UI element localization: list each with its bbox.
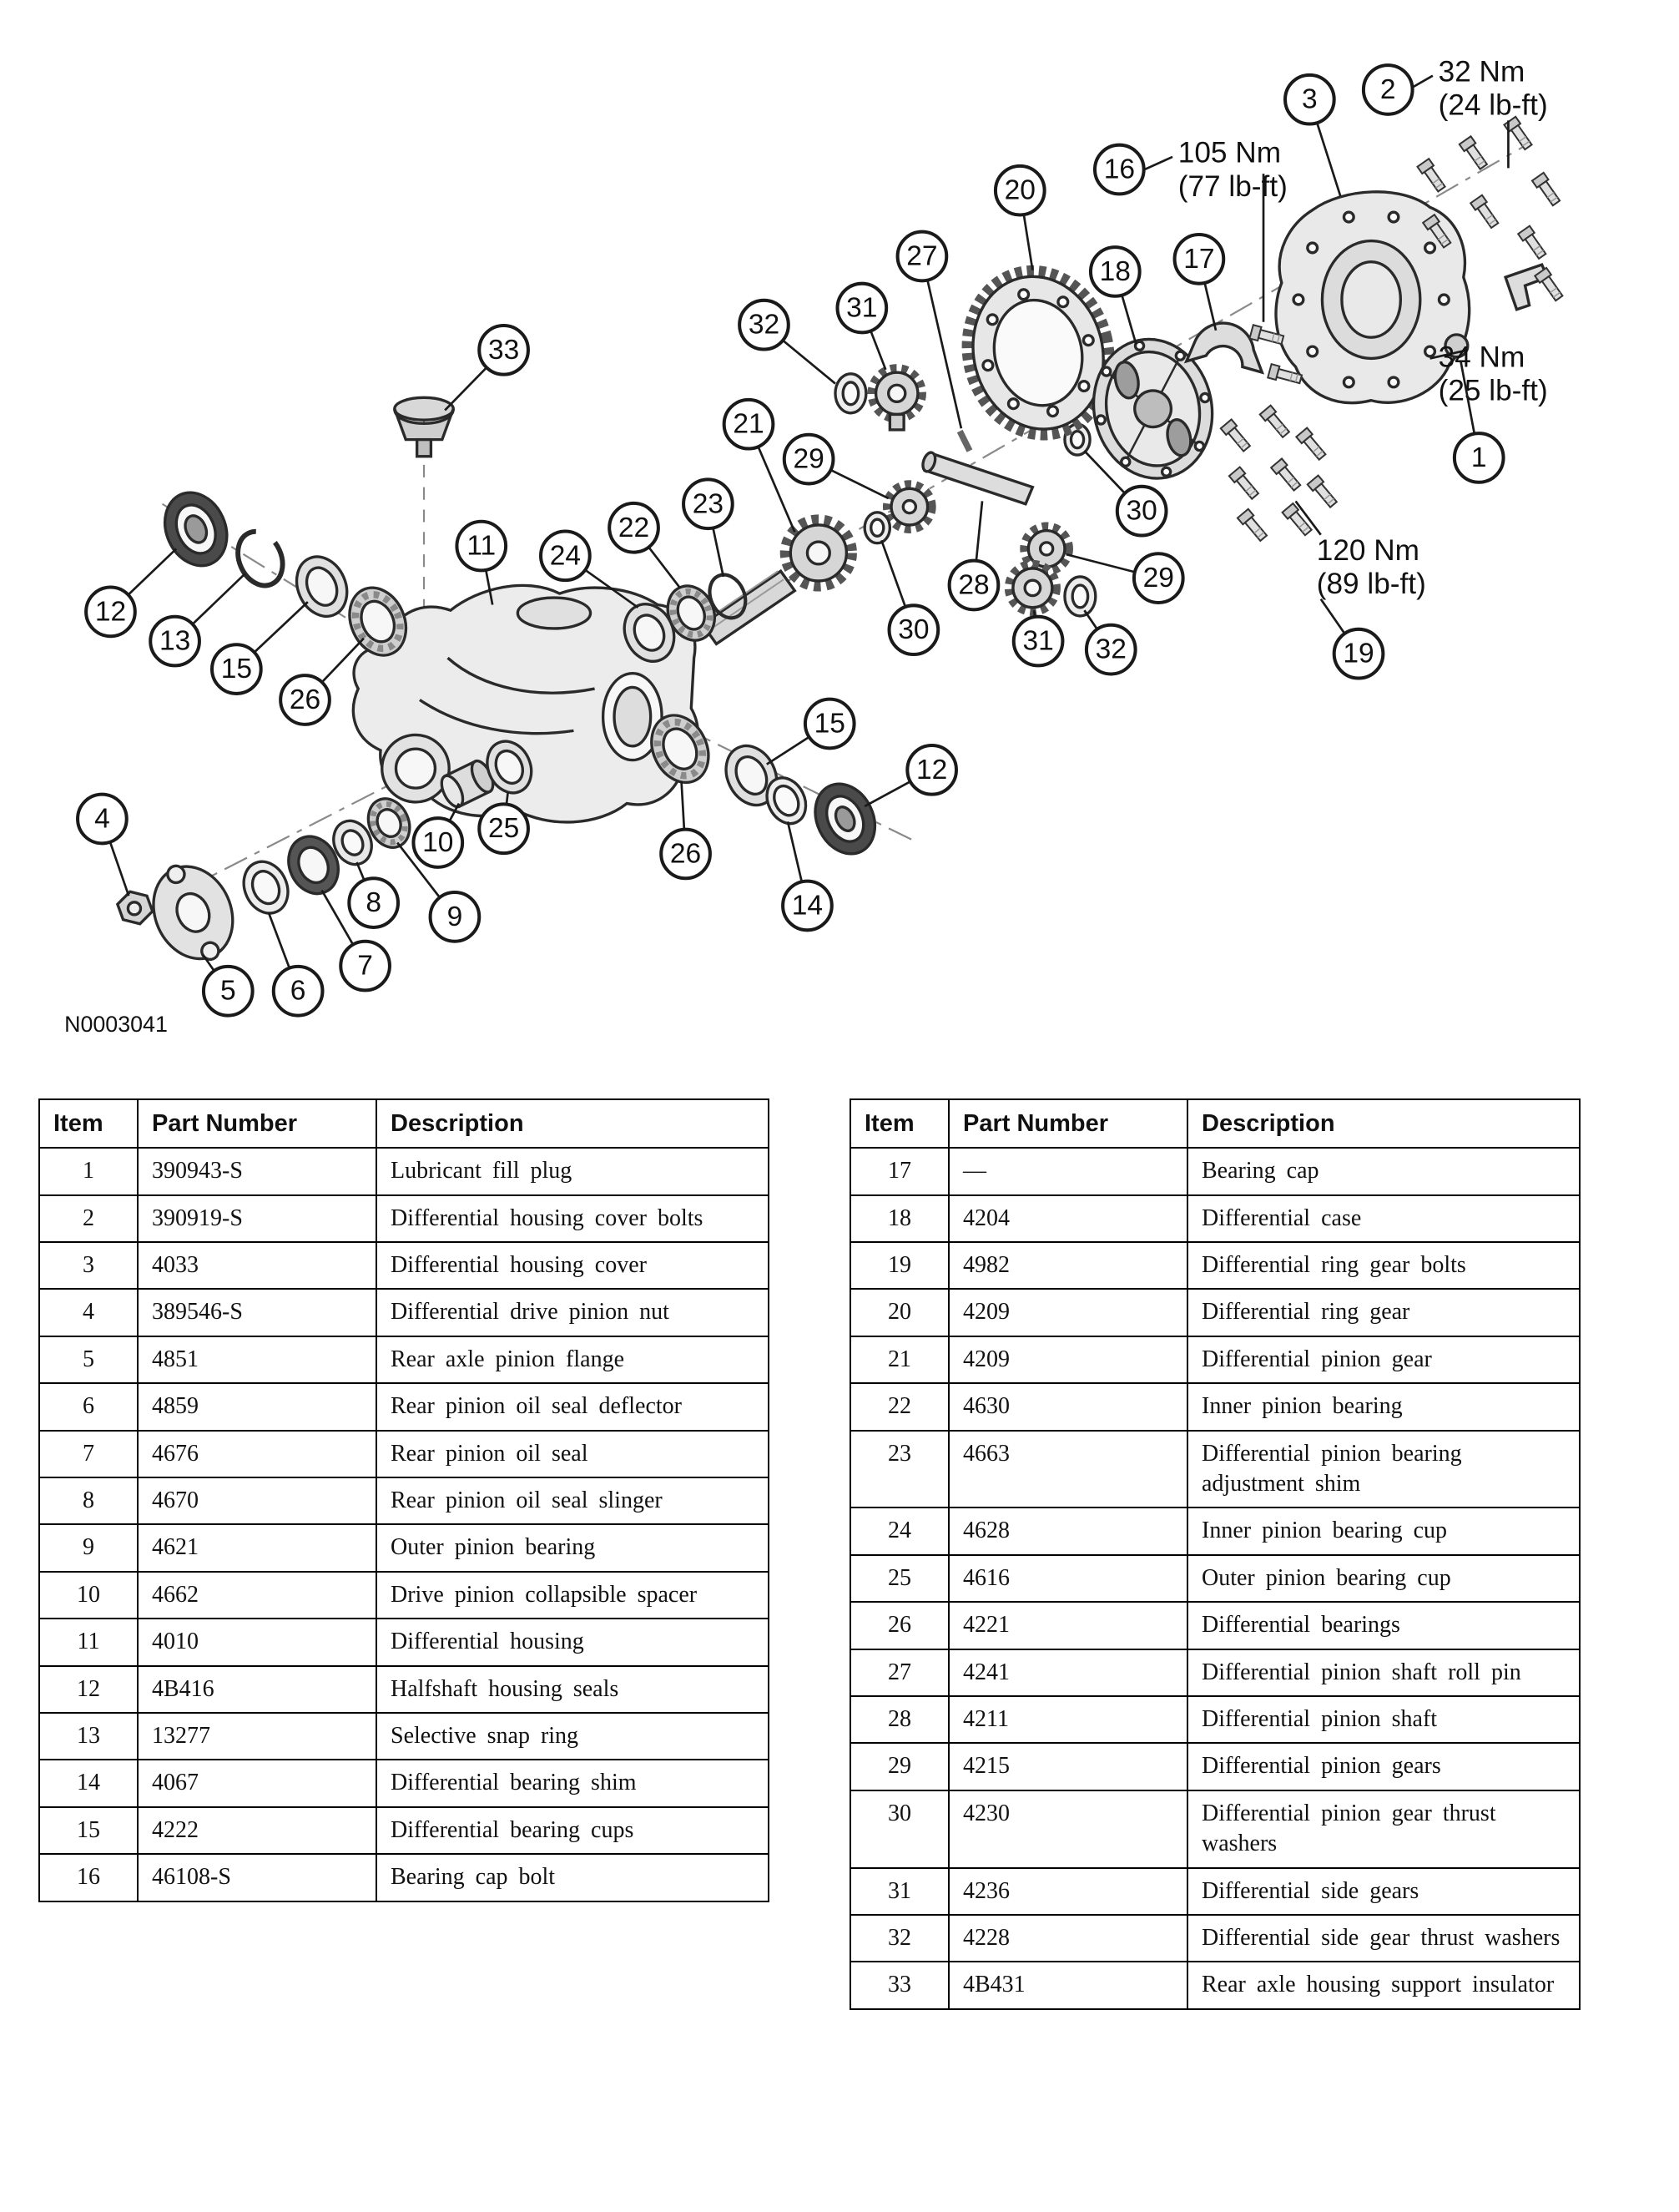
callout-21 (724, 400, 774, 449)
svg-text:22: 22 (618, 512, 650, 543)
ring-gear-bolt (1308, 476, 1339, 509)
part-number-cell: 4067 (138, 1760, 376, 1806)
description-cell: Differential drive pinion nut (376, 1289, 769, 1336)
item-cell: 24 (850, 1507, 949, 1554)
svg-text:8: 8 (366, 887, 381, 919)
item-cell: 20 (850, 1289, 949, 1336)
description-cell: Differential housing cover (376, 1242, 769, 1289)
lubricant-fill-plug-insulator (395, 397, 453, 456)
callout-8 (349, 878, 398, 927)
svg-text:29: 29 (793, 443, 824, 475)
item-cell: 14 (39, 1760, 138, 1806)
svg-text:10: 10 (422, 827, 454, 859)
pinion-nut (118, 891, 153, 924)
svg-text:11: 11 (466, 530, 497, 562)
part-number-cell: 4209 (949, 1289, 1187, 1336)
callout-25 (479, 804, 528, 853)
callout-32 (1087, 625, 1136, 674)
table-row (39, 1431, 769, 1477)
callout-12 (907, 745, 956, 795)
halfshaft-seal-left (154, 482, 238, 575)
part-number-cell: 389546-S (138, 1289, 376, 1336)
item-cell: 30 (850, 1790, 949, 1868)
callout-23 (683, 479, 733, 528)
svg-text:2: 2 (1379, 73, 1396, 105)
item-cell: 22 (850, 1383, 949, 1430)
svg-text:26: 26 (669, 838, 702, 870)
description-header: Description (376, 1099, 769, 1148)
svg-text:17: 17 (1183, 243, 1215, 275)
part-number-cell: 46108-S (138, 1854, 376, 1901)
oil-seal-deflector (236, 855, 296, 921)
item-cell: 4 (39, 1289, 138, 1336)
differential-pinion-shaft (920, 451, 1032, 504)
description-cell: Inner pinion bearing (1187, 1383, 1580, 1430)
description-cell: Differential bearings (1187, 1602, 1580, 1649)
item-cell: 7 (39, 1431, 138, 1477)
callout-33 (479, 326, 528, 375)
callout-3 (1285, 75, 1334, 124)
callout-11 (456, 522, 506, 571)
table-row (39, 1148, 769, 1194)
bearing-cup-left (288, 548, 356, 624)
callout-1 (1455, 433, 1504, 482)
table-row (39, 1854, 769, 1901)
callout-5 (204, 967, 253, 1016)
torque-leader-line (1413, 76, 1432, 87)
table-row (39, 1619, 769, 1665)
callout-19 (1334, 629, 1384, 679)
item-cell: 16 (39, 1854, 138, 1901)
svg-text:3: 3 (1302, 83, 1318, 115)
exploded-view-svg (0, 0, 1679, 1075)
svg-text:29: 29 (1142, 563, 1174, 594)
ring-gear-bolt (1296, 428, 1328, 462)
description-cell: Bearing cap (1187, 1148, 1580, 1194)
differential-cover-bolt (1417, 159, 1447, 193)
item-cell: 5 (39, 1336, 138, 1383)
item-header: Item (850, 1099, 949, 1148)
part-number-cell: 4676 (138, 1431, 376, 1477)
description-cell: Drive pinion collapsible spacer (376, 1572, 769, 1619)
description-cell: Differential bearing shim (376, 1760, 769, 1806)
part-number-cell: 4859 (138, 1383, 376, 1430)
part-number-cell: 4B431 (949, 1962, 1187, 2008)
description-cell: Differential side gears (1187, 1868, 1580, 1915)
svg-text:6: 6 (290, 975, 306, 1007)
svg-text:32: 32 (748, 309, 780, 341)
callout-13 (150, 617, 199, 666)
part-number-cell: 4982 (949, 1242, 1187, 1289)
description-cell: Differential pinion shaft (1187, 1696, 1580, 1743)
svg-text:20: 20 (1004, 174, 1036, 206)
part-number-cell: 4228 (949, 1915, 1187, 1962)
parts-table-right (850, 1098, 1581, 2010)
callout-7 (340, 942, 390, 991)
description-cell: Differential bearing cups (376, 1807, 769, 1854)
torque-label: 120 Nm (89 lb-ft) (1316, 533, 1426, 601)
svg-text:31: 31 (846, 292, 878, 324)
callout-31 (1014, 617, 1063, 666)
svg-text:32: 32 (1095, 634, 1127, 665)
svg-text:9: 9 (446, 901, 463, 932)
table-row (850, 1148, 1580, 1194)
callout-28 (950, 561, 999, 610)
svg-text:14: 14 (791, 890, 824, 922)
table-row (39, 1477, 769, 1524)
callout-15 (805, 699, 855, 749)
table-row (39, 1807, 769, 1854)
table-row (850, 1507, 1580, 1554)
part-number-cell: 4616 (949, 1555, 1187, 1602)
callout-24 (541, 531, 590, 580)
callout-leader-line (922, 256, 961, 428)
table-row (850, 1962, 1580, 2008)
callout-26 (280, 675, 330, 725)
svg-text:19: 19 (1343, 638, 1374, 669)
svg-text:15: 15 (220, 654, 252, 685)
callout-31 (837, 284, 886, 333)
svg-text:27: 27 (906, 240, 938, 272)
halfshaft-seal-right (804, 774, 885, 864)
table-row (850, 1649, 1580, 1696)
description-cell: Differential pinion bearing adjustment shim (1187, 1431, 1580, 1508)
parts-table-left-body (39, 1148, 769, 1901)
callout-20 (996, 166, 1045, 215)
item-cell: 18 (850, 1195, 949, 1242)
torque-label: 32 Nm (24 lb-ft) (1438, 55, 1548, 122)
description-cell: Halfshaft housing seals (376, 1666, 769, 1713)
part-number-cell: 390919-S (138, 1195, 376, 1242)
parts-tables (0, 1090, 1679, 2060)
part-number-cell: 4033 (138, 1242, 376, 1289)
description-cell: Differential housing cover bolts (376, 1195, 769, 1242)
part-number-cell: 13277 (138, 1713, 376, 1760)
differential-pinion-gear-upper (887, 484, 932, 529)
pinion-shaft-roll-pin (960, 432, 970, 451)
table-header-row (39, 1099, 769, 1148)
table-row (39, 1760, 769, 1806)
table-header-row (850, 1099, 1580, 1148)
svg-text:7: 7 (357, 950, 373, 982)
description-cell: Differential ring gear (1187, 1289, 1580, 1336)
callout-29 (784, 435, 834, 484)
callout-30 (1117, 487, 1167, 536)
differential-cover-bolt (1518, 226, 1548, 260)
part-number-cell: 4209 (949, 1336, 1187, 1383)
svg-text:24: 24 (549, 540, 582, 572)
side-gear-lower (1009, 564, 1056, 612)
table-row (39, 1713, 769, 1760)
item-cell: 28 (850, 1696, 949, 1743)
description-cell: Differential housing (376, 1619, 769, 1665)
item-cell: 12 (39, 1666, 138, 1713)
item-cell: 33 (850, 1962, 949, 2008)
ring-gear-bolt (1271, 458, 1303, 492)
svg-text:23: 23 (692, 488, 724, 520)
callout-9 (431, 892, 480, 942)
part-number-cell: 4B416 (138, 1666, 376, 1713)
svg-text:15: 15 (814, 708, 845, 740)
ring-gear-bolt (1229, 467, 1261, 500)
torque-label: 105 Nm (77 lb-ft) (1177, 136, 1288, 203)
part-number-cell: 4221 (949, 1602, 1187, 1649)
description-cell: Rear pinion oil seal (376, 1431, 769, 1477)
description-cell: Differential pinion gears (1187, 1743, 1580, 1790)
parts-table-right-body (850, 1148, 1580, 2008)
callout-32 (739, 300, 789, 350)
callout-14 (783, 881, 832, 931)
differential-cover-bolt (1532, 173, 1562, 207)
part-number-cell: 4628 (949, 1507, 1187, 1554)
table-row (850, 1242, 1580, 1289)
part-number-cell: 4662 (138, 1572, 376, 1619)
side-gear-thrust-washer-lower (1065, 577, 1096, 616)
svg-text:12: 12 (94, 596, 127, 628)
description-cell: Lubricant fill plug (376, 1148, 769, 1194)
svg-text:26: 26 (289, 684, 321, 715)
side-gear-upper (872, 368, 922, 430)
callout-10 (413, 818, 462, 867)
description-cell: Differential ring gear bolts (1187, 1242, 1580, 1289)
item-cell: 25 (850, 1555, 949, 1602)
svg-text:33: 33 (487, 334, 520, 366)
svg-text:4: 4 (94, 803, 110, 835)
table-row (850, 1289, 1580, 1336)
part-number-cell: 4211 (949, 1696, 1187, 1743)
table-row (850, 1868, 1580, 1915)
svg-text:28: 28 (958, 569, 990, 601)
callout-26 (661, 830, 710, 879)
item-cell: 9 (39, 1524, 138, 1571)
part-number-cell: 390943-S (138, 1148, 376, 1194)
svg-text:13: 13 (159, 625, 191, 657)
torque-label: 34 Nm (25 lb-ft) (1438, 341, 1548, 407)
differential-cover-bolt (1460, 136, 1490, 170)
table-row (39, 1336, 769, 1383)
item-cell: 21 (850, 1336, 949, 1383)
item-cell: 19 (850, 1242, 949, 1289)
part-number-cell: 4621 (138, 1524, 376, 1571)
callout-18 (1091, 247, 1140, 296)
part-number-cell: 4230 (949, 1790, 1187, 1868)
table-row (39, 1524, 769, 1571)
description-cell: Bearing cap bolt (376, 1854, 769, 1901)
side-gear-thrust-washer-upper (835, 374, 866, 413)
item-cell: 17 (850, 1148, 949, 1194)
table-row (39, 1666, 769, 1713)
description-cell: Inner pinion bearing cup (1187, 1507, 1580, 1554)
svg-text:16: 16 (1103, 154, 1135, 185)
svg-text:5: 5 (219, 975, 236, 1007)
item-cell: 8 (39, 1477, 138, 1524)
item-cell: 2 (39, 1195, 138, 1242)
callout-17 (1175, 235, 1224, 284)
ring-gear-bolt (1238, 509, 1269, 543)
description-cell: Rear pinion oil seal deflector (376, 1383, 769, 1430)
differential-cover-bolt (1535, 268, 1565, 302)
table-row (850, 1602, 1580, 1649)
description-cell: Differential pinion shaft roll pin (1187, 1649, 1580, 1696)
torque-leader-line (1145, 157, 1173, 169)
description-cell: Outer pinion bearing (376, 1524, 769, 1571)
part-number-header: Part Number (949, 1099, 1187, 1148)
svg-text:31: 31 (1022, 625, 1054, 657)
description-cell: Selective snap ring (376, 1713, 769, 1760)
ring-gear-bolt (1260, 406, 1292, 439)
table-row (39, 1242, 769, 1289)
part-number-cell: 4204 (949, 1195, 1187, 1242)
ring-gear-bolt (1221, 419, 1253, 452)
table-row (850, 1915, 1580, 1962)
table-row (850, 1743, 1580, 1790)
item-cell: 6 (39, 1383, 138, 1430)
description-cell: Differential pinion gear thrust washers (1187, 1790, 1580, 1868)
item-cell: 10 (39, 1572, 138, 1619)
part-number-cell: 4236 (949, 1868, 1187, 1915)
callout-29 (1134, 553, 1183, 603)
part-number-cell: 4222 (138, 1807, 376, 1854)
part-number-cell: — (949, 1148, 1187, 1194)
part-number-cell: 4851 (138, 1336, 376, 1383)
parts-diagram (0, 0, 1679, 1075)
table-row (850, 1336, 1580, 1383)
table-row (850, 1790, 1580, 1868)
svg-text:25: 25 (487, 813, 520, 845)
table-row (850, 1431, 1580, 1508)
item-cell: 27 (850, 1649, 949, 1696)
drive-pinion-gear (703, 519, 852, 644)
part-number-cell: 4663 (949, 1431, 1187, 1508)
description-cell: Differential case (1187, 1195, 1580, 1242)
rear-axle-pinion-flange (138, 851, 248, 974)
item-cell: 32 (850, 1915, 949, 1962)
item-cell: 29 (850, 1743, 949, 1790)
table-row (850, 1696, 1580, 1743)
pinion-gear-thrust-washer-upper (865, 513, 890, 543)
callout-4 (78, 795, 127, 844)
table-row (39, 1383, 769, 1430)
svg-text:21: 21 (733, 408, 764, 440)
part-number-cell: 4215 (949, 1743, 1187, 1790)
part-number-cell: 4630 (949, 1383, 1187, 1430)
item-cell: 26 (850, 1602, 949, 1649)
item-cell: 3 (39, 1242, 138, 1289)
callout-27 (898, 232, 947, 281)
item-header: Item (39, 1099, 138, 1148)
item-cell: 31 (850, 1868, 949, 1915)
table-row (850, 1383, 1580, 1430)
part-number-cell: 4670 (138, 1477, 376, 1524)
table-row (850, 1555, 1580, 1602)
selective-snap-ring (229, 524, 290, 593)
callout-2 (1364, 65, 1413, 114)
description-cell: Outer pinion bearing cup (1187, 1555, 1580, 1602)
figure-code: N0003041 (64, 1011, 168, 1037)
description-cell: Differential side gear thrust washers (1187, 1915, 1580, 1962)
callout-15 (212, 644, 261, 694)
callout-30 (890, 605, 939, 654)
callout-12 (86, 588, 135, 637)
part-number-cell: 4010 (138, 1619, 376, 1665)
part-number-cell: 4241 (949, 1649, 1187, 1696)
item-cell: 1 (39, 1148, 138, 1194)
parts-table-left (38, 1098, 769, 1902)
svg-text:18: 18 (1099, 255, 1131, 287)
description-cell: Rear axle housing support insulator (1187, 1962, 1580, 2008)
svg-text:12: 12 (916, 754, 948, 785)
description-cell: Differential pinion gear (1187, 1336, 1580, 1383)
item-cell: 11 (39, 1619, 138, 1665)
description-cell: Rear pinion oil seal slinger (376, 1477, 769, 1524)
callout-16 (1095, 145, 1144, 194)
item-cell: 15 (39, 1807, 138, 1854)
table-row (39, 1572, 769, 1619)
svg-text:30: 30 (898, 614, 930, 646)
item-cell: 23 (850, 1431, 949, 1508)
svg-text:30: 30 (1126, 495, 1157, 527)
differential-cover-bolt (1470, 195, 1500, 230)
description-cell: Rear axle pinion flange (376, 1336, 769, 1383)
callout-22 (609, 503, 658, 553)
callout-6 (274, 967, 323, 1016)
part-number-header: Part Number (138, 1099, 376, 1148)
table-row (850, 1195, 1580, 1242)
table-row (39, 1289, 769, 1336)
table-row (39, 1195, 769, 1242)
svg-text:1: 1 (1470, 442, 1487, 473)
item-cell: 13 (39, 1713, 138, 1760)
description-header: Description (1187, 1099, 1580, 1148)
